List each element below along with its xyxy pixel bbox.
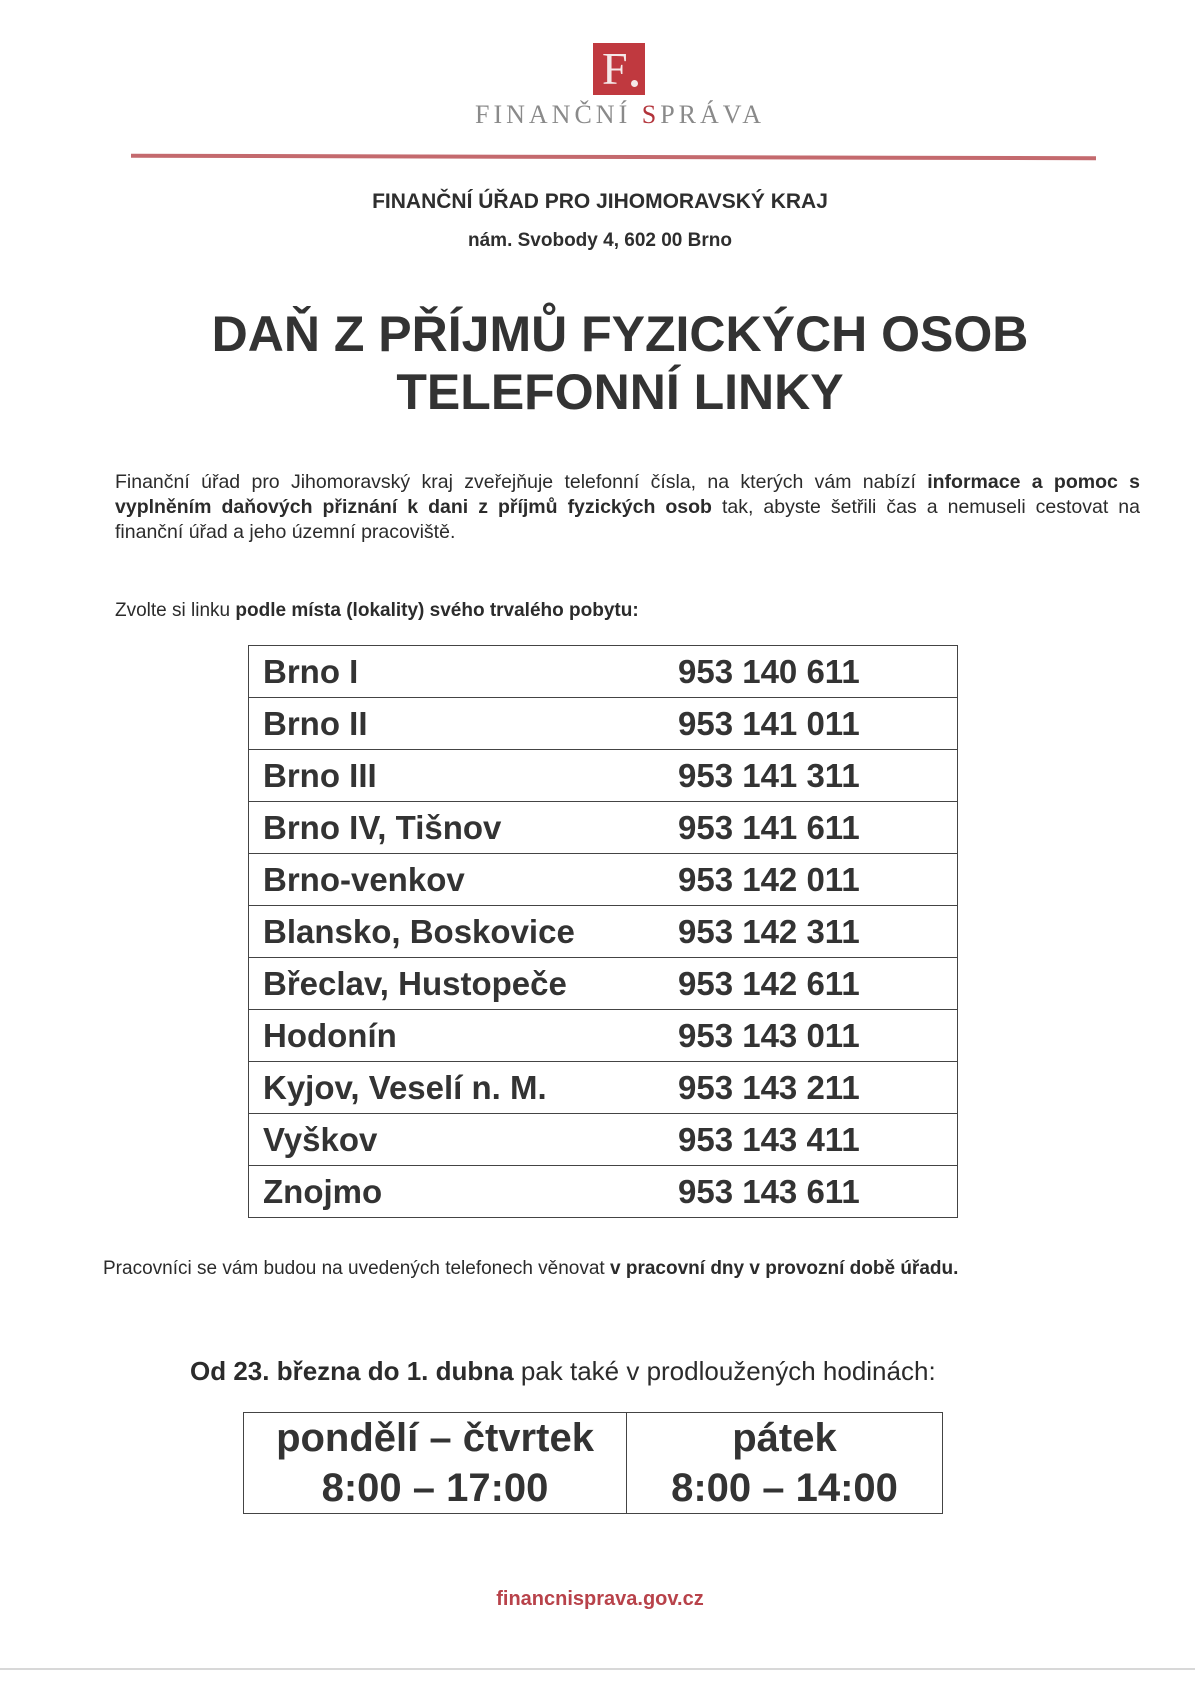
workers-note-text: Pracovníci se vám budou na uvedených telefonech věnovat	[103, 1258, 610, 1279]
logo-word-part2: PRÁVA	[660, 100, 765, 129]
choose-text-bold: podle místa (lokality) svého trvalého pobytu:	[235, 600, 639, 621]
logo-wordmark	[380, 100, 860, 130]
title-line-2: TELEFONNÍ LINKY	[396, 364, 844, 420]
footer-website-link[interactable]: financnisprava.gov.cz	[496, 1588, 704, 1610]
hours-days: pátek	[732, 1416, 837, 1460]
table-row	[249, 854, 958, 906]
title-line-1: DAŇ Z PŘÍJMŮ FYZICKÝCH OSOB	[211, 306, 1029, 362]
extended-hours-heading	[190, 1356, 936, 1387]
office-name: FINANČNÍ ÚŘAD PRO JIHOMORAVSKÝ KRAJ	[372, 190, 828, 213]
hours-cell-mon-thu	[244, 1413, 627, 1514]
office-address: nám. Svobody 4, 602 00 Brno	[468, 230, 732, 251]
phone-number-cell: 953 140 611	[678, 646, 958, 698]
phone-lines-table	[248, 645, 958, 1218]
logo-word-part1: FINANČNÍ	[475, 100, 642, 129]
phone-number-cell: 953 142 311	[678, 906, 958, 958]
workers-note-bold: v pracovní dny v provozní době úřadu.	[610, 1258, 959, 1279]
table-row	[249, 1062, 958, 1114]
table-row	[249, 1010, 958, 1062]
intro-paragraph	[115, 470, 1140, 545]
phone-number-cell: 953 143 011	[678, 1010, 958, 1062]
logo-dot	[631, 80, 638, 87]
choose-text: Zvolte si linku	[115, 600, 236, 621]
location-cell: Brno-venkov	[249, 854, 679, 906]
intro-text-1: Finanční úřad pro Jihomoravský kraj zveřejňuje telefonní čísla, na kterých vám nabízí	[115, 471, 928, 493]
phone-number-cell: 953 141 311	[678, 750, 958, 802]
extended-hours-dates: Od 23. března do 1. dubna	[190, 1356, 514, 1386]
choose-instruction	[115, 600, 639, 622]
table-row	[249, 958, 958, 1010]
intro-text-bold: informace a pomoc s vyplněním daňových přiznání k dani z příjmů fyzických osob	[115, 471, 1140, 518]
phone-number-cell: 953 141 011	[678, 698, 958, 750]
table-row	[249, 1114, 958, 1166]
logo-letter: F	[602, 43, 628, 94]
location-cell: Brno II	[249, 698, 679, 750]
phone-number-cell: 953 143 411	[678, 1114, 958, 1166]
page-title	[0, 305, 1200, 421]
location-cell: Vyškov	[249, 1114, 679, 1166]
location-cell: Blansko, Boskovice	[249, 906, 679, 958]
phone-number-cell: 953 142 611	[678, 958, 958, 1010]
hours-time: 8:00 – 14:00	[671, 1466, 898, 1510]
intro-text-2: tak, abyste šetřili čas a nemuseli cestovat na finanční úřad a jeho územní pracoviště.	[115, 496, 1140, 543]
logo	[593, 43, 645, 95]
hours-time: 8:00 – 17:00	[321, 1466, 549, 1510]
phone-number-cell: 953 141 611	[678, 802, 958, 854]
hours-cell-fri	[627, 1413, 943, 1514]
location-cell: Znojmo	[249, 1166, 679, 1218]
hours-table	[243, 1412, 943, 1514]
extended-hours-text: pak také v prodloužených hodinách:	[513, 1356, 936, 1386]
location-cell: Hodonín	[249, 1010, 679, 1062]
table-row	[249, 1166, 958, 1218]
phone-number-cell: 953 142 011	[678, 854, 958, 906]
phone-number-cell: 953 143 211	[678, 1062, 958, 1114]
logo-word-s: S	[641, 100, 661, 129]
location-cell: Břeclav, Hustopeče	[249, 958, 679, 1010]
workers-note	[103, 1258, 1103, 1280]
table-row	[249, 698, 958, 750]
location-cell: Brno III	[249, 750, 679, 802]
table-row	[249, 646, 958, 698]
table-row	[249, 750, 958, 802]
location-cell: Kyjov, Veselí n. M.	[249, 1062, 679, 1114]
page-bottom-edge	[0, 1668, 1195, 1670]
hours-days: pondělí – čtvrtek	[276, 1416, 594, 1460]
location-cell: Brno I	[249, 646, 679, 698]
header-divider	[131, 154, 1096, 161]
phone-number-cell: 953 143 611	[678, 1166, 958, 1218]
location-cell: Brno IV, Tišnov	[249, 802, 679, 854]
table-row	[249, 906, 958, 958]
table-row	[249, 802, 958, 854]
